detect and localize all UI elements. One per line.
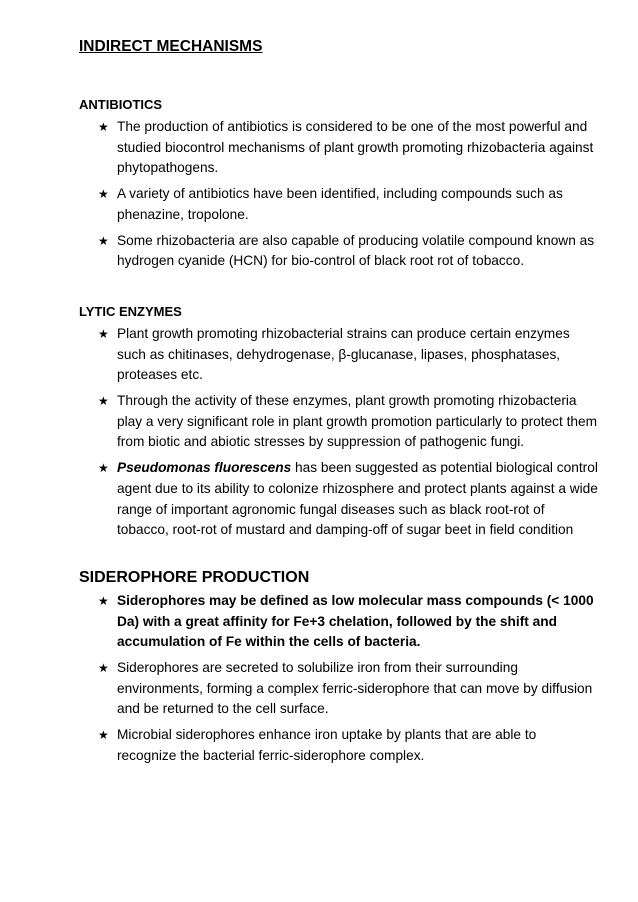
list-item <box>79 591 598 653</box>
list-item <box>79 117 598 179</box>
star-bullet-icon: ★ <box>98 661 109 676</box>
page-title: INDIRECT MECHANISMS <box>79 38 263 55</box>
star-bullet-icon: ★ <box>98 461 109 476</box>
star-bullet-icon: ★ <box>98 326 109 341</box>
list-item <box>79 324 598 386</box>
list-item <box>79 458 598 541</box>
star-bullet-icon: ★ <box>98 593 109 608</box>
list-item <box>79 658 598 720</box>
star-bullet-icon: ★ <box>98 187 109 202</box>
list-item-text: A variety of antibiotics have been identified, including compounds such as phenazine, tropolone. <box>117 186 563 222</box>
section-siderophore-production <box>79 567 598 767</box>
list-item-text: Microbial siderophores enhance iron uptake by plants that are able to recognize the bacterial ferric-siderophore complex. <box>117 727 537 763</box>
list-item <box>79 725 598 766</box>
antibiotics-list <box>79 117 598 272</box>
section-heading-siderophore: SIDEROPHORE PRODUCTION <box>79 568 310 586</box>
species-name: Pseudomonas fluorescens <box>117 460 292 476</box>
section-antibiotics <box>79 95 598 272</box>
star-bullet-icon: ★ <box>98 233 109 248</box>
list-item <box>79 184 598 225</box>
star-bullet-icon: ★ <box>98 394 109 409</box>
list-item-text: Siderophores may be defined as low molecular mass compounds (< 1000 Da) with a great affinity for Fe+3 chelation, followed by the shift and accumulation of Fe within the cells of bacteria. <box>117 592 594 650</box>
list-item-text: Siderophores are secreted to solubilize iron from their surrounding environments, forming a complex ferric-siderophore that can move by diffusion and be returned to the cell surface. <box>117 660 593 717</box>
lytic-enzymes-list <box>79 324 598 541</box>
star-bullet-icon: ★ <box>98 728 109 743</box>
list-item-text: Some rhizobacteria are also capable of producing volatile compound known as hydrogen cyanide (HCN) for bio-control of black root rot of tobacco. <box>117 232 595 269</box>
list-item-text: Plant growth promoting rhizobacterial strains can produce certain enzymes such as chitinases, dehydrogenase, β-glucanase, lipases, phosphatases, proteases etc. <box>117 325 570 383</box>
section-heading-lytic-enzymes: LYTIC ENZYMES <box>79 303 182 319</box>
siderophore-list <box>79 591 598 767</box>
list-item <box>79 231 598 272</box>
list-item-text: The production of antibiotics is considered to be one of the most powerful and studied biocontrol mechanisms of plant growth promoting rhizobacteria against phytopathogens. <box>117 119 594 176</box>
star-bullet-icon: ★ <box>98 120 109 134</box>
section-lytic-enzymes <box>79 302 598 541</box>
list-item <box>79 391 598 453</box>
list-item-text: has been suggested as potential biological control agent due to its ability to colonize rhizosphere and protect plants against a wide range of important agronomic fungal diseases such as black root-rot of tobacco, root-rot of mustard and damping-off of sugar beet in field condition <box>117 460 598 538</box>
list-item-text: Through the activity of these enzymes, plant growth promoting rhizobacteria play a very significant role in plant growth promotion particularly to protect them from biotic and abiotic stresses by suppression of pathogenic fungi. <box>117 393 598 450</box>
section-heading-antibiotics: ANTIBIOTICS <box>79 97 163 112</box>
